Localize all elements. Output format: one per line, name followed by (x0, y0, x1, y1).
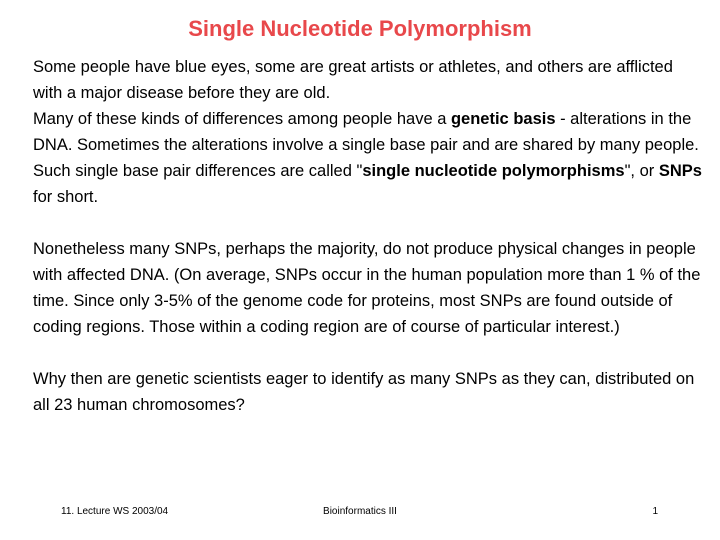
text-run: ", or (624, 162, 659, 180)
text-run: Many of these kinds of differences among people have a (33, 110, 451, 128)
paragraph-intro: Some people have blue eyes, some are great artists or athletes, and others are afflicted with a major disease before they are old. (33, 58, 673, 102)
footer-lecture: 11. Lecture WS 2003/04 (61, 506, 169, 517)
footer-page-number: 1 (652, 506, 658, 517)
bold-term-snps: SNPs (658, 162, 702, 180)
paragraph-spacer (33, 340, 703, 366)
paragraph-spacer (33, 210, 703, 236)
bold-term-snp-full: single nucleotide polymorphisms (362, 162, 625, 180)
text-run: for short. (33, 188, 99, 206)
footer-course: Bioinformatics III (323, 506, 397, 517)
bold-term-genetic-basis: genetic basis (450, 110, 556, 128)
paragraph-genetic-basis (33, 106, 703, 210)
slide-title: Single Nucleotide Polymorphism (188, 16, 532, 41)
paragraph-snp-effects: Nonetheless many SNPs, perhaps the majority, do not produce physical changes in people with affected DNA. (On average, SNPs occur in the human population more than 1 % of the time. Since only 3-5% of the genome code for proteins, most SNPs are found outside of coding regions. Those within a coding region are of course of particular interest.) (33, 240, 701, 336)
paragraph-question: Why then are genetic scientists eager to identify as many SNPs as they can, distributed on all 23 human chromosomes? (33, 370, 695, 414)
slide-body (33, 54, 703, 418)
text-run: - alterations in the DNA. Sometimes the alterations involve a single base pair and are shared by many people. Such single base pair differences are called " (33, 110, 699, 180)
